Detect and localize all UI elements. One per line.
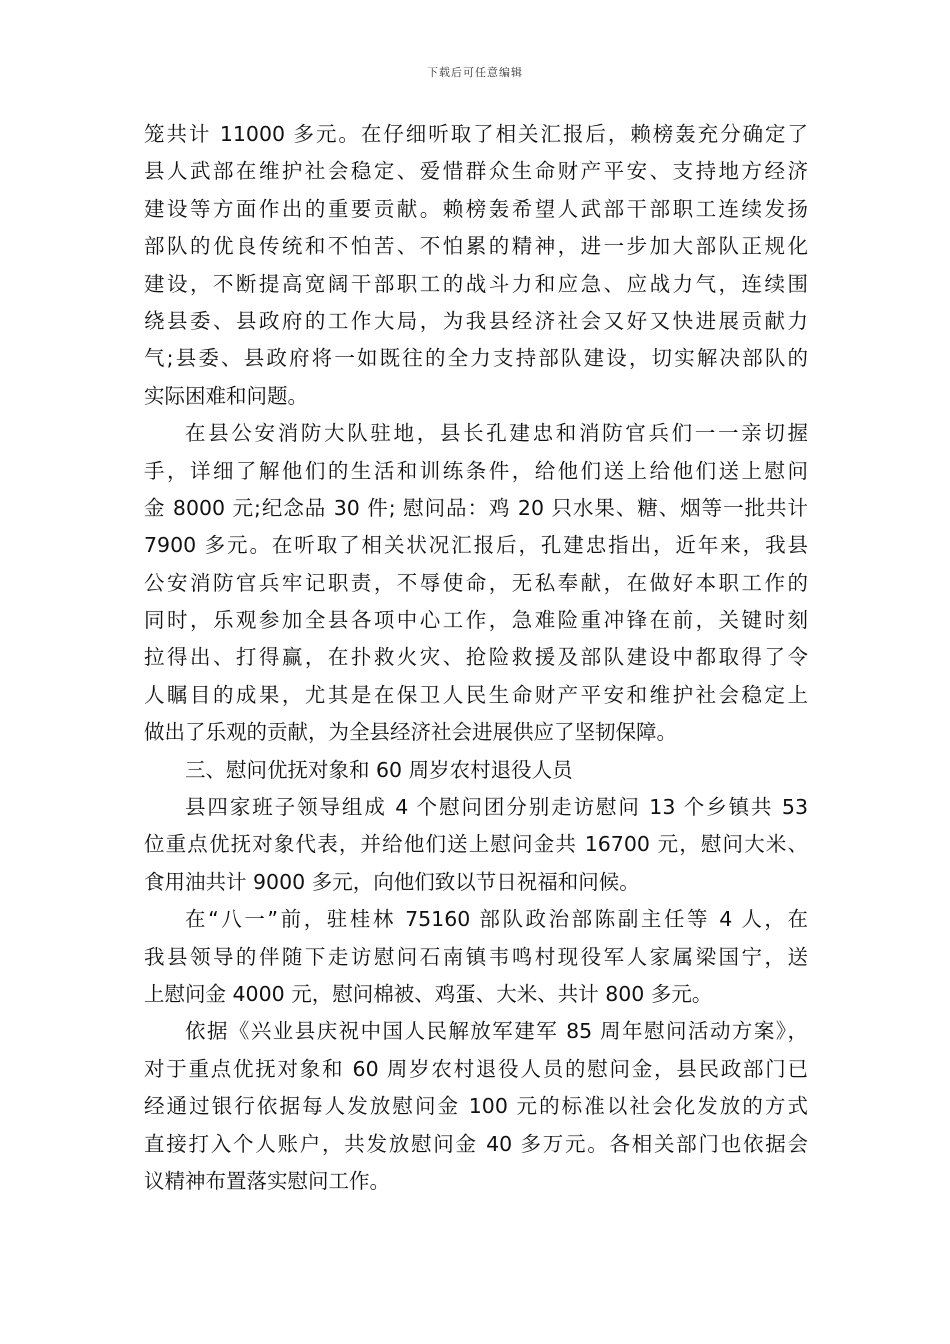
text-line: 上慰问金 4000 元，慰问棉被、鸡蛋、大米、共计 800 多元。 xyxy=(144,981,713,1006)
heading-line: 三、慰问优抚对象和 60 周岁农村退役人员 xyxy=(185,757,573,782)
text-line: 位重点优抚对象代表，并给他们送上慰问金共 16700 元，慰问大米、 xyxy=(144,832,808,857)
document-body xyxy=(144,116,808,1200)
text-line: 在“八一”前，驻桂林 75160 部队政治部陈副主任等 4 人，在 xyxy=(185,907,808,932)
text-line: 拉得出、打得赢，在扑救火灾、抢险救援及部队建设中都取得了令 xyxy=(144,645,808,670)
text-line: 建设等方面作出的重要贡献。赖榜轰希望人武部干部职工连续发扬 xyxy=(144,196,808,221)
text-line: 绕县委、县政府的工作大局，为我县经济社会又好又快进展贡献力 xyxy=(144,308,808,333)
text-line: 同时，乐观参加全县各项中心工作，急难险重冲锋在前，关键时刻 xyxy=(144,608,808,633)
section-heading xyxy=(144,752,808,789)
text-line: 依据《兴业县庆祝中国人民解放军建军 85 周年慰问活动方案》， xyxy=(185,1019,808,1044)
text-line: 县人武部在维护社会稳定、爱惜群众生命财产平安、支持地方经济 xyxy=(144,159,808,184)
paragraph xyxy=(144,789,808,901)
paragraph xyxy=(144,415,808,752)
text-line: 建设，不断提高宽阔干部职工的战斗力和应急、应战力气，连续围 xyxy=(144,271,808,296)
text-line: 人瞩目的成果，尤其是在保卫人民生命财产平安和维护社会稳定上 xyxy=(144,682,808,707)
paragraph xyxy=(144,1013,808,1200)
text-line: 直接打入个人账户，共发放慰问金 40 多万元。各相关部门也依据会 xyxy=(144,1131,808,1156)
paragraph xyxy=(144,901,808,1013)
text-line: 对于重点优抚对象和 60 周岁农村退役人员的慰问金，县民政部门已 xyxy=(144,1056,808,1081)
text-line: 7900 多元。在听取了相关状况汇报后，孔建忠指出，近年来，我县 xyxy=(144,533,808,558)
text-line: 笼共计 11000 多元。在仔细听取了相关汇报后，赖榜轰充分确定了 xyxy=(144,122,808,146)
text-line: 县四家班子领导组成 4 个慰问团分别走访慰问 13 个乡镇共 53 xyxy=(185,795,808,820)
page-header: 下载后可任意编辑 xyxy=(427,66,523,79)
paragraph xyxy=(144,116,808,415)
text-line: 金 8000 元;纪念品 30 件; 慰问品：鸡 20 只水果、糖、烟等一批共计 xyxy=(144,495,808,520)
text-line: 议精神布置落实慰问工作。 xyxy=(144,1168,390,1193)
text-line: 我县领导的伴随下走访慰问石南镇韦鸣村现役军人家属梁国宁，送 xyxy=(144,944,808,969)
text-line: 在县公安消防大队驻地，县长孔建忠和消防官兵们一一亲切握 xyxy=(185,421,808,446)
text-line: 气;县委、县政府将一如既往的全力支持部队建设，切实解决部队的 xyxy=(144,346,808,371)
text-line: 做出了乐观的贡献，为全县经济社会进展供应了坚韧保障。 xyxy=(144,720,677,745)
text-line: 部队的优良传统和不怕苦、不怕累的精神，进一步加大部队正规化 xyxy=(144,234,808,259)
text-line: 公安消防官兵牢记职责，不辱使命，无私奉献，在做好本职工作的 xyxy=(144,570,808,595)
text-line: 实际困难和问题。 xyxy=(144,383,308,408)
text-line: 手，详细了解他们的生活和训练条件，给他们送上给他们送上慰问 xyxy=(144,458,808,483)
text-line: 经通过银行依据每人发放慰问金 100 元的标准以社会化发放的方式 xyxy=(144,1094,808,1119)
text-line: 食用油共计 9000 多元，向他们致以节日祝福和问候。 xyxy=(144,869,640,894)
